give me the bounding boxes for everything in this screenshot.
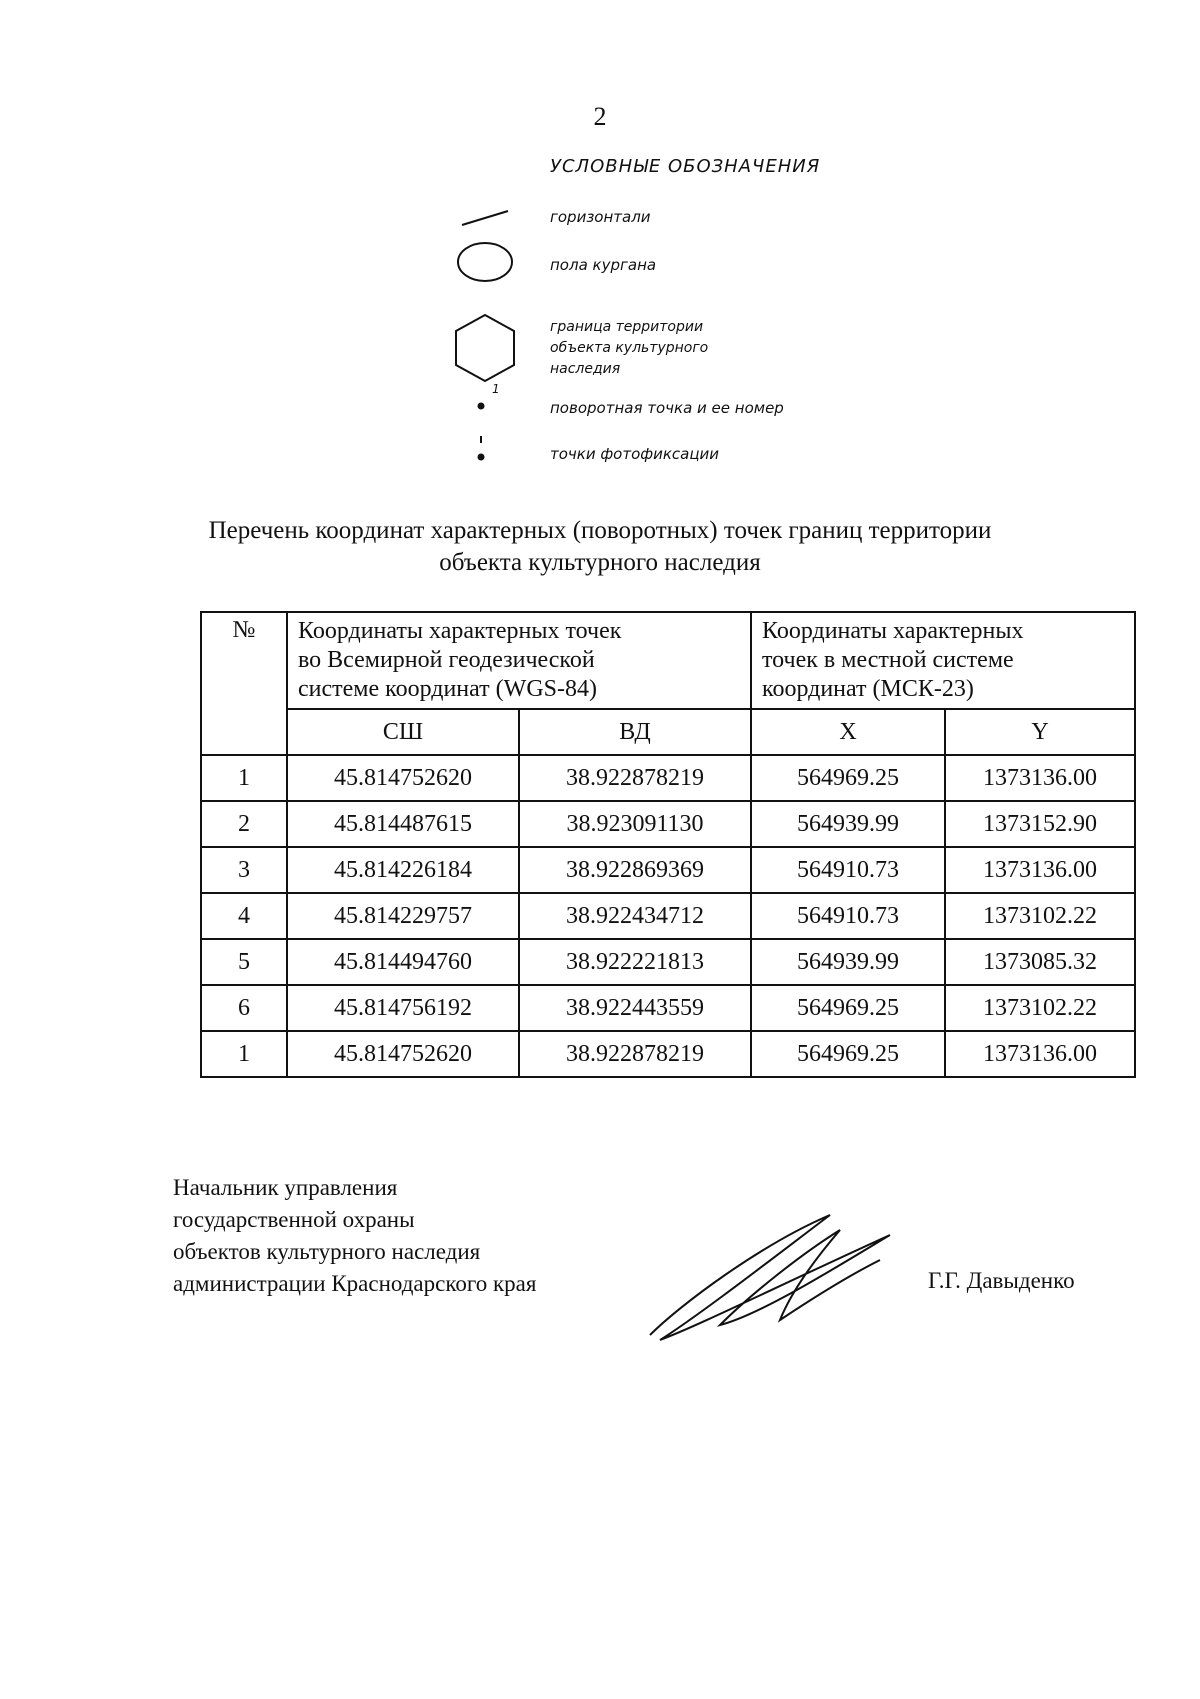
cell-number: 1 xyxy=(201,1031,287,1077)
cell-lat: 45.814226184 xyxy=(287,847,519,893)
header-wgs: Координаты характерных точек во Всемирной геодезической системе координат (WGS-84) xyxy=(287,612,751,709)
cell-y: 1373136.00 xyxy=(945,1031,1135,1077)
table-row xyxy=(201,1031,1135,1077)
cell-lon: 38.922878219 xyxy=(519,1031,751,1077)
cell-number: 5 xyxy=(201,939,287,985)
cell-lat: 45.814487615 xyxy=(287,801,519,847)
table-row xyxy=(201,985,1135,1031)
hexagon-icon xyxy=(452,312,518,384)
page-number: 2 xyxy=(593,102,607,131)
ellipse-icon xyxy=(455,240,515,284)
cell-number: 4 xyxy=(201,893,287,939)
cell-x: 564939.99 xyxy=(751,939,945,985)
cell-x: 564969.25 xyxy=(751,755,945,801)
cell-number: 3 xyxy=(201,847,287,893)
coordinates-table xyxy=(200,611,1136,1078)
header-x: X xyxy=(751,709,945,755)
cell-y: 1373102.22 xyxy=(945,985,1135,1031)
cell-y: 1373136.00 xyxy=(945,847,1135,893)
cell-lon: 38.922434712 xyxy=(519,893,751,939)
table-row xyxy=(201,801,1135,847)
cell-number: 2 xyxy=(201,801,287,847)
cell-lat: 45.814752620 xyxy=(287,755,519,801)
cell-lat: 45.814756192 xyxy=(287,985,519,1031)
cell-x: 564969.25 xyxy=(751,1031,945,1077)
signature-position: Начальник управления государственной охраны объектов культурного наследия администрации Краснодарского края xyxy=(173,1175,537,1296)
cell-x: 564910.73 xyxy=(751,893,945,939)
cell-lat: 45.814752620 xyxy=(287,1031,519,1077)
cell-lon: 38.922221813 xyxy=(519,939,751,985)
cell-y: 1373152.90 xyxy=(945,801,1135,847)
header-number: № xyxy=(201,612,287,755)
header-y: Y xyxy=(945,709,1135,755)
legend-item-photo-point: точки фотофиксации xyxy=(550,445,720,463)
table-row xyxy=(201,939,1135,985)
table-row xyxy=(201,847,1135,893)
cell-lon: 38.923091130 xyxy=(519,801,751,847)
header-msk: Координаты характерных точек в местной системе координат (МСК-23) xyxy=(751,612,1135,709)
turning-point-icon xyxy=(475,400,487,412)
cell-y: 1373136.00 xyxy=(945,755,1135,801)
legend-item-mound: пола кургана xyxy=(550,256,657,274)
table-row xyxy=(201,755,1135,801)
photo-point-icon xyxy=(475,434,487,464)
cell-x: 564910.73 xyxy=(751,847,945,893)
legend-item-contour: горизонтали xyxy=(550,208,651,226)
cell-lon: 38.922869369 xyxy=(519,847,751,893)
header-lon: ВД xyxy=(519,709,751,755)
table-row xyxy=(201,893,1135,939)
signer-name: Г.Г. Давыденко xyxy=(928,1268,1075,1293)
list-title: Перечень координат характерных (поворотных) точек границ территории объекта культурного наследия xyxy=(208,517,992,576)
cell-lat: 45.814229757 xyxy=(287,893,519,939)
cell-lat: 45.814494760 xyxy=(287,939,519,985)
handwritten-signature xyxy=(640,1205,900,1355)
header-lat: СШ xyxy=(287,709,519,755)
legend-item-boundary: граница территории объекта культурного наследия xyxy=(550,319,709,377)
cell-lon: 38.922878219 xyxy=(519,755,751,801)
cell-lon: 38.922443559 xyxy=(519,985,751,1031)
cell-x: 564939.99 xyxy=(751,801,945,847)
legend-title: УСЛОВНЫЕ ОБОЗНАЧЕНИЯ xyxy=(550,156,821,177)
cell-x: 564969.25 xyxy=(751,985,945,1031)
cell-y: 1373085.32 xyxy=(945,939,1135,985)
contour-line-icon xyxy=(460,208,510,228)
turning-point-number: 1 xyxy=(492,382,500,396)
cell-number: 1 xyxy=(201,755,287,801)
legend-item-turning-point: поворотная точка и ее номер xyxy=(550,399,784,417)
cell-number: 6 xyxy=(201,985,287,1031)
cell-y: 1373102.22 xyxy=(945,893,1135,939)
